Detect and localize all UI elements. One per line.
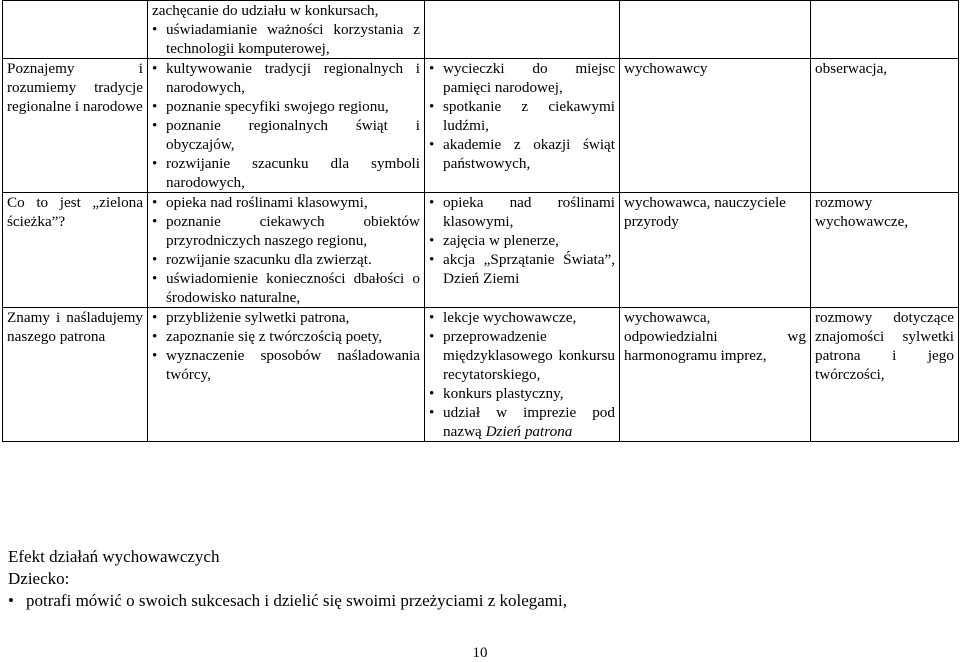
method-item: • przeprowadzenie międzyklasowego konkursu recytatorskiego, — [429, 327, 615, 384]
responsible-text: wychowawcy — [624, 60, 708, 77]
responsible-cell — [620, 193, 811, 308]
evaluation-cell — [811, 59, 959, 193]
method-item: • akademie z okazji świąt państwowych, — [429, 135, 615, 173]
evaluation-text: obserwacja, — [815, 60, 888, 77]
topic-text: Co to jest „zielona ścieżka”? — [7, 194, 143, 230]
method-item-text: udział w imprezie pod nazwą — [443, 404, 615, 440]
goals-cell — [148, 59, 425, 193]
table-row — [3, 1, 959, 59]
method-item: • zajęcia w plenerze, — [429, 231, 615, 250]
effects-subject: Dziecko: — [8, 569, 70, 588]
effects-section — [8, 546, 567, 612]
goal-item: • rozwijanie szacunku dla symboli narodowych, — [152, 154, 420, 192]
goals-cell — [148, 193, 425, 308]
topic-cell — [3, 59, 148, 193]
methods-cell — [425, 308, 620, 442]
topic-text: Znamy i naśladujemy naszego patrona — [7, 309, 143, 345]
goal-item: • wyznaczenie sposobów naśladowania twórcy, — [152, 346, 420, 384]
responsible-text: wychowawca, nauczyciele przyrody — [624, 194, 786, 230]
goal-item: • kultywowanie tradycji regionalnych i narodowych, — [152, 59, 420, 97]
topic-cell — [3, 308, 148, 442]
goals-cell — [148, 1, 425, 59]
evaluation-text: rozmowy wychowawcze, — [815, 194, 909, 230]
goal-item: zachęcanie do udziału w konkursach, — [152, 2, 379, 19]
topic-cell — [3, 193, 148, 308]
effects-item: • potrafi mówić o swoich sukcesach i dzielić się swoimi przeżyciami z kolegami, — [8, 590, 567, 612]
goal-item: • opieka nad roślinami klasowymi, — [152, 193, 420, 212]
responsible-text: wychowawca, odpowiedzialni wg harmonogramu imprez, — [624, 309, 806, 364]
responsible-cell — [620, 1, 811, 59]
methods-cell — [425, 59, 620, 193]
goal-item: • poznanie ciekawych obiektów przyrodniczych naszego regionu, — [152, 212, 420, 250]
method-item: • konkurs plastyczny, — [429, 384, 615, 403]
table-row — [3, 308, 959, 442]
evaluation-cell — [811, 308, 959, 442]
method-item: • lekcje wychowawcze, — [429, 308, 615, 327]
method-item: • opieka nad roślinami klasowymi, — [429, 193, 615, 231]
goal-item: • poznanie specyfiki swojego regionu, — [152, 97, 420, 116]
evaluation-cell — [811, 1, 959, 59]
goal-item: • uświadamianie ważności korzystania z technologii komputerowej, — [152, 20, 420, 58]
method-item: • wycieczki do miejsc pamięci narodowej, — [429, 59, 615, 97]
goal-item: • uświadomienie konieczności dbałości o środowisko naturalne, — [152, 269, 420, 307]
education-plan-table — [2, 0, 959, 442]
effects-heading: Efekt działań wychowawczych — [8, 547, 220, 566]
methods-cell — [425, 193, 620, 308]
responsible-cell — [620, 308, 811, 442]
evaluation-text: rozmowy dotyczące znajomości sylwetki patrona i jego twórczości, — [815, 309, 954, 383]
goal-item: • rozwijanie szacunku dla zwierząt. — [152, 250, 420, 269]
topic-cell — [3, 1, 148, 59]
goal-item: • przybliżenie sylwetki patrona, — [152, 308, 420, 327]
topic-text: Poznajemy i rozumiemy tradycje regionalne i narodowe — [7, 60, 143, 115]
method-item: • spotkanie z ciekawymi ludźmi, — [429, 97, 615, 135]
page-number: 10 — [472, 645, 488, 661]
methods-cell — [425, 1, 620, 59]
goal-item: • poznanie regionalnych świąt i obyczajów, — [152, 116, 420, 154]
method-item: • akcja „Sprzątanie Świata”, Dzień Ziemi — [429, 250, 615, 288]
method-item — [429, 403, 615, 441]
goals-cell — [148, 308, 425, 442]
event-name: Dzień patrona — [485, 423, 573, 440]
evaluation-cell — [811, 193, 959, 308]
table-row — [3, 59, 959, 193]
table-row — [3, 193, 959, 308]
responsible-cell — [620, 59, 811, 193]
goal-item: • zapoznanie się z twórczością poety, — [152, 327, 420, 346]
